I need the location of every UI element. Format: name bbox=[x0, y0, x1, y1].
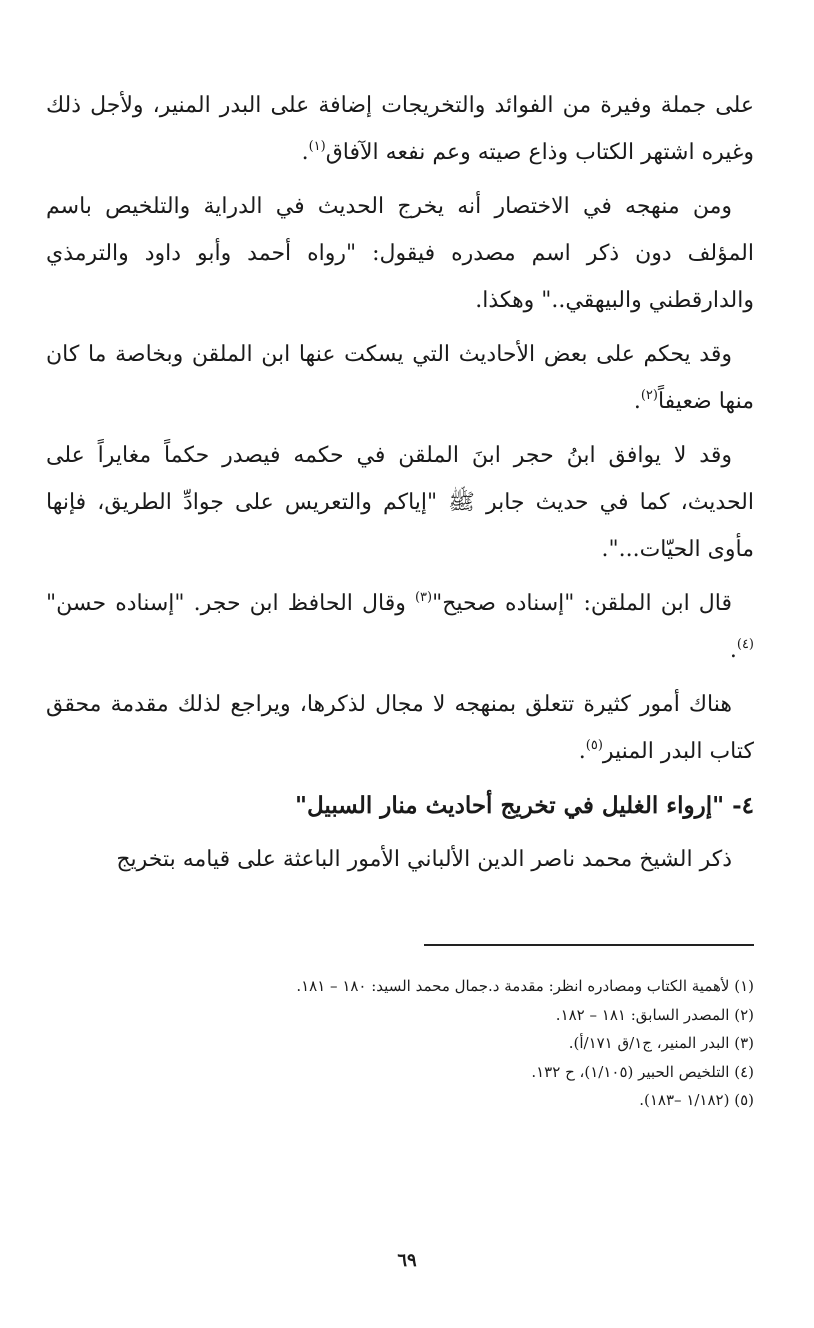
footnotes bbox=[46, 972, 754, 1115]
paragraph-1: على جملة وفيرة من الفوائد والتخريجات إضافة على البدر المنير، ولأجل ذلك وغيره اشتهر الكتاب وذاع صيته وعم نفعه الآفاق$^{(١)}$. bbox=[46, 93, 754, 165]
paragraph-6: هناك أمور كثيرة تتعلق بمنهجه لا مجال لذكرها، ويراجع لذلك مقدمة محقق كتاب البدر المنير$^{(٥)}$. bbox=[46, 692, 754, 764]
footnote-ref-5[interactable]: (٥) bbox=[585, 738, 603, 753]
paragraph-2: ومن منهجه في الاختصار أنه يخرج الحديث في الدراية والتلخيص باسم المؤلف دون ذكر اسم مصدره فيقول: "رواه أحمد وأبو داود والترمذي والدارقطني والبيهقي.." وهكذا. bbox=[46, 194, 754, 313]
section-heading: ٤- "إرواء الغليل في تخريج أحاديث منار السبيل" bbox=[295, 792, 754, 819]
footnote-5: (٥) (١/١٨٢ –١٨٣). bbox=[639, 1091, 754, 1109]
paragraph-3: وقد يحكم على بعض الأحاديث التي يسكت عنها ابن الملقن وبخاصة ما كان منها ضعيفاً$^{(٢)}$. bbox=[46, 342, 754, 414]
footnote-separator bbox=[424, 944, 754, 946]
paragraph-5: قال ابن الملقن: "إسناده صحيح"$^{(٣)}$ وقال الحافظ ابن حجر. "إسناده حسن"$^{(٤)}$. bbox=[46, 590, 754, 663]
paragraph-7: ذكر الشيخ محمد ناصر الدين الألباني الأمور الباعثة على قيامه بتخريج bbox=[116, 847, 732, 872]
footnote-4: (٤) التلخيص الحبير (١/١٠٥)، ح ١٣٢. bbox=[531, 1062, 754, 1081]
footnote-ref-4[interactable]: (٤) bbox=[736, 637, 754, 652]
page-number: ٦٩ bbox=[397, 1250, 417, 1271]
footnote-3: (٣) البدر المنير، ج١/ق ١٧١/أ). bbox=[568, 1034, 754, 1052]
footnote-ref-2[interactable]: (٢) bbox=[640, 388, 658, 403]
paragraph-4: وقد لا يوافق ابنُ حجر ابنَ الملقن في حكمه فيصدر حكماً مغايراً على الحديث، كما في حديث جابر ﷺ "إياكم والتعريس على جوادِّ الطريق، فإنها مأوى الحيّات...". bbox=[46, 443, 754, 562]
footnote-ref-3[interactable]: (٣) bbox=[414, 590, 433, 605]
footnote-ref-1[interactable]: (١) bbox=[308, 139, 326, 154]
main-text bbox=[46, 82, 754, 890]
footnote-1: (١) لأهمية الكتاب ومصادره انظر: مقدمة د.جمال محمد السيد: ١٨٠ – ١٨١. bbox=[296, 977, 754, 995]
footnote-2: (٢) المصدر السابق: ١٨١ – ١٨٢. bbox=[555, 1005, 754, 1024]
